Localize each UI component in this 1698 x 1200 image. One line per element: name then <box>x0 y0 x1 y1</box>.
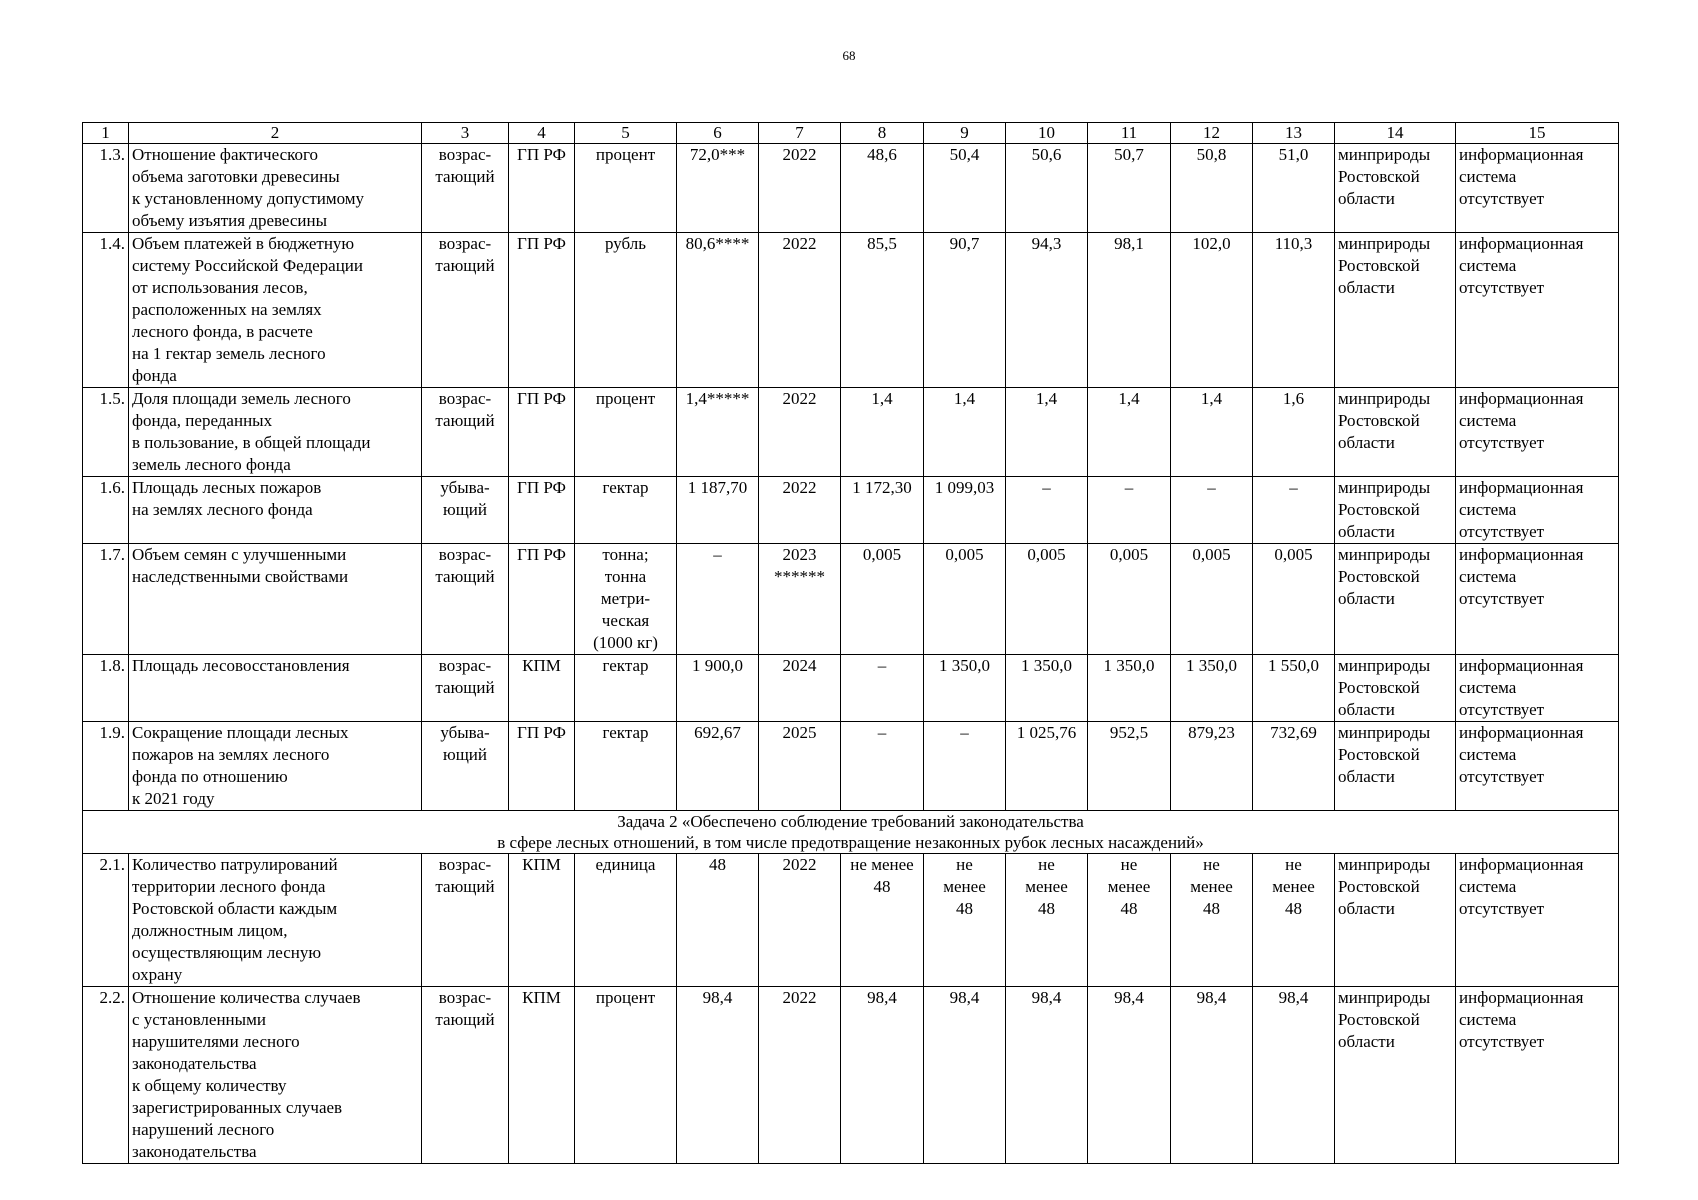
trend-direction: возрас- тающий <box>422 144 509 233</box>
base-value: 80,6**** <box>677 233 759 388</box>
value-col-8: 85,5 <box>841 233 924 388</box>
value-col-9: 1 099,03 <box>924 477 1006 544</box>
row-number: 1.3. <box>83 144 129 233</box>
value-col-8: 1 172,30 <box>841 477 924 544</box>
indicator-type: ГП РФ <box>509 722 575 811</box>
base-value: 1 187,70 <box>677 477 759 544</box>
column-number: 13 <box>1253 123 1335 144</box>
value-col-10: 1 025,76 <box>1006 722 1088 811</box>
responsible-body: минприроды Ростовской области <box>1335 388 1456 477</box>
column-number: 2 <box>129 123 422 144</box>
value-col-12: 98,4 <box>1171 987 1253 1164</box>
indicator-name: Сокращение площади лесных пожаров на землях лесного фонда по отношению к 2021 году <box>129 722 422 811</box>
base-year: 2025 <box>759 722 841 811</box>
row-number: 2.1. <box>83 854 129 987</box>
indicators-table <box>82 122 1619 1164</box>
value-col-9: 50,4 <box>924 144 1006 233</box>
value-col-8: 1,4 <box>841 388 924 477</box>
value-col-8: 0,005 <box>841 544 924 655</box>
indicator-type: КПМ <box>509 655 575 722</box>
value-col-8: – <box>841 655 924 722</box>
table-row <box>83 655 1619 722</box>
value-col-13: 51,0 <box>1253 144 1335 233</box>
base-year: 2022 <box>759 388 841 477</box>
indicator-type: ГП РФ <box>509 544 575 655</box>
base-year: 2022 <box>759 987 841 1164</box>
column-number: 11 <box>1088 123 1171 144</box>
responsible-body: минприроды Ростовской области <box>1335 477 1456 544</box>
unit-of-measure: процент <box>575 987 677 1164</box>
column-number: 3 <box>422 123 509 144</box>
row-number: 1.7. <box>83 544 129 655</box>
value-col-12: 1 350,0 <box>1171 655 1253 722</box>
value-col-13: 1 550,0 <box>1253 655 1335 722</box>
responsible-body: минприроды Ростовской области <box>1335 544 1456 655</box>
trend-direction: возрас- тающий <box>422 655 509 722</box>
value-col-13: 0,005 <box>1253 544 1335 655</box>
value-col-8: не менее 48 <box>841 854 924 987</box>
value-col-12: 102,0 <box>1171 233 1253 388</box>
column-number-row <box>83 123 1619 144</box>
page-number: 68 <box>842 48 856 63</box>
indicator-name: Объем платежей в бюджетную систему Российской Федерации от использования лесов, расположенных на землях лесного фонда, в расчете на 1 гектар земель лесного фонда <box>129 233 422 388</box>
value-col-12: не менее 48 <box>1171 854 1253 987</box>
trend-direction: возрас- тающий <box>422 854 509 987</box>
column-number: 14 <box>1335 123 1456 144</box>
column-number: 8 <box>841 123 924 144</box>
value-col-10: 1,4 <box>1006 388 1088 477</box>
row-number: 2.2. <box>83 987 129 1164</box>
value-col-8: – <box>841 722 924 811</box>
column-number: 7 <box>759 123 841 144</box>
responsible-body: минприроды Ростовской области <box>1335 655 1456 722</box>
value-col-11: 0,005 <box>1088 544 1171 655</box>
base-value: – <box>677 544 759 655</box>
base-value: 1,4***** <box>677 388 759 477</box>
table-row <box>83 722 1619 811</box>
trend-direction: возрас- тающий <box>422 544 509 655</box>
value-col-12: 879,23 <box>1171 722 1253 811</box>
value-col-10: 0,005 <box>1006 544 1088 655</box>
value-col-10: 98,4 <box>1006 987 1088 1164</box>
task-heading-row <box>83 811 1619 854</box>
row-number: 1.9. <box>83 722 129 811</box>
value-col-10: 1 350,0 <box>1006 655 1088 722</box>
value-col-11: 98,1 <box>1088 233 1171 388</box>
info-system: информационная система отсутствует <box>1456 233 1619 388</box>
value-col-8: 98,4 <box>841 987 924 1164</box>
unit-of-measure: гектар <box>575 655 677 722</box>
value-col-9: 98,4 <box>924 987 1006 1164</box>
table-row <box>83 477 1619 544</box>
info-system: информационная система отсутствует <box>1456 854 1619 987</box>
row-number: 1.8. <box>83 655 129 722</box>
trend-direction: возрас- тающий <box>422 987 509 1164</box>
task-2-heading: Задача 2 «Обеспечено соблюдение требований законодательства в сфере лесных отношений, в том числе предотвращение незаконных рубок лесных насаждений» <box>83 811 1619 854</box>
base-year: 2024 <box>759 655 841 722</box>
table-row <box>83 854 1619 987</box>
column-number: 15 <box>1456 123 1619 144</box>
unit-of-measure: процент <box>575 388 677 477</box>
value-col-9: 90,7 <box>924 233 1006 388</box>
value-col-10: 94,3 <box>1006 233 1088 388</box>
value-col-13: 1,6 <box>1253 388 1335 477</box>
indicator-type: ГП РФ <box>509 388 575 477</box>
base-value: 48 <box>677 854 759 987</box>
value-col-12: 50,8 <box>1171 144 1253 233</box>
indicator-name: Площадь лесных пожаров на землях лесного фонда <box>129 477 422 544</box>
column-number: 4 <box>509 123 575 144</box>
value-col-11: не менее 48 <box>1088 854 1171 987</box>
value-col-9: 1,4 <box>924 388 1006 477</box>
value-col-11: 50,7 <box>1088 144 1171 233</box>
value-col-11: 98,4 <box>1088 987 1171 1164</box>
base-year: 2022 <box>759 477 841 544</box>
indicator-name: Количество патрулирований территории лесного фонда Ростовской области каждым должностным лицом, осуществляющим лесную охрану <box>129 854 422 987</box>
responsible-body: минприроды Ростовской области <box>1335 854 1456 987</box>
indicator-type: ГП РФ <box>509 144 575 233</box>
responsible-body: минприроды Ростовской области <box>1335 987 1456 1164</box>
info-system: информационная система отсутствует <box>1456 477 1619 544</box>
base-year: 2022 <box>759 854 841 987</box>
value-col-10: 50,6 <box>1006 144 1088 233</box>
value-col-9: 0,005 <box>924 544 1006 655</box>
base-year: 2022 <box>759 144 841 233</box>
info-system: информационная система отсутствует <box>1456 544 1619 655</box>
responsible-body: минприроды Ростовской области <box>1335 233 1456 388</box>
indicator-name: Объем семян с улучшенными наследственными свойствами <box>129 544 422 655</box>
value-col-10: – <box>1006 477 1088 544</box>
trend-direction: возрас- тающий <box>422 388 509 477</box>
responsible-body: минприроды Ростовской области <box>1335 144 1456 233</box>
value-col-11: 952,5 <box>1088 722 1171 811</box>
indicator-type: КПМ <box>509 854 575 987</box>
unit-of-measure: гектар <box>575 722 677 811</box>
value-col-11: 1 350,0 <box>1088 655 1171 722</box>
value-col-12: 1,4 <box>1171 388 1253 477</box>
unit-of-measure: процент <box>575 144 677 233</box>
indicator-name: Отношение фактического объема заготовки древесины к установленному допустимому объему изъятия древесины <box>129 144 422 233</box>
indicator-type: ГП РФ <box>509 477 575 544</box>
info-system: информационная система отсутствует <box>1456 722 1619 811</box>
base-value: 1 900,0 <box>677 655 759 722</box>
value-col-11: – <box>1088 477 1171 544</box>
value-col-13: 98,4 <box>1253 987 1335 1164</box>
value-col-9: 1 350,0 <box>924 655 1006 722</box>
base-value: 72,0*** <box>677 144 759 233</box>
base-value: 98,4 <box>677 987 759 1164</box>
column-number: 5 <box>575 123 677 144</box>
value-col-9: не менее 48 <box>924 854 1006 987</box>
indicator-name: Площадь лесовосстановления <box>129 655 422 722</box>
unit-of-measure: единица <box>575 854 677 987</box>
value-col-10: не менее 48 <box>1006 854 1088 987</box>
column-number: 9 <box>924 123 1006 144</box>
trend-direction: убыва- ющий <box>422 477 509 544</box>
responsible-body: минприроды Ростовской области <box>1335 722 1456 811</box>
unit-of-measure: тонна; тонна метри- ческая (1000 кг) <box>575 544 677 655</box>
trend-direction: убыва- ющий <box>422 722 509 811</box>
trend-direction: возрас- тающий <box>422 233 509 388</box>
indicator-type: КПМ <box>509 987 575 1164</box>
table-row <box>83 388 1619 477</box>
unit-of-measure: рубль <box>575 233 677 388</box>
column-number: 10 <box>1006 123 1088 144</box>
base-year: 2022 <box>759 233 841 388</box>
row-number: 1.4. <box>83 233 129 388</box>
table-row <box>83 987 1619 1164</box>
row-number: 1.5. <box>83 388 129 477</box>
row-number: 1.6. <box>83 477 129 544</box>
value-col-8: 48,6 <box>841 144 924 233</box>
unit-of-measure: гектар <box>575 477 677 544</box>
value-col-13: не менее 48 <box>1253 854 1335 987</box>
value-col-13: 732,69 <box>1253 722 1335 811</box>
indicator-type: ГП РФ <box>509 233 575 388</box>
value-col-13: 110,3 <box>1253 233 1335 388</box>
table-row <box>83 544 1619 655</box>
value-col-12: 0,005 <box>1171 544 1253 655</box>
info-system: информационная система отсутствует <box>1456 655 1619 722</box>
column-number: 6 <box>677 123 759 144</box>
value-col-13: – <box>1253 477 1335 544</box>
info-system: информационная система отсутствует <box>1456 388 1619 477</box>
column-number: 1 <box>83 123 129 144</box>
indicator-name: Отношение количества случаев с установленными нарушителями лесного законодательства к общему количеству зарегистрированных случаев нарушений лесного законодательства <box>129 987 422 1164</box>
table-row <box>83 233 1619 388</box>
table-row <box>83 144 1619 233</box>
info-system: информационная система отсутствует <box>1456 987 1619 1164</box>
column-number: 12 <box>1171 123 1253 144</box>
base-year: 2023 ****** <box>759 544 841 655</box>
base-value: 692,67 <box>677 722 759 811</box>
value-col-9: – <box>924 722 1006 811</box>
info-system: информационная система отсутствует <box>1456 144 1619 233</box>
indicator-name: Доля площади земель лесного фонда, переданных в пользование, в общей площади земель лесного фонда <box>129 388 422 477</box>
value-col-12: – <box>1171 477 1253 544</box>
value-col-11: 1,4 <box>1088 388 1171 477</box>
